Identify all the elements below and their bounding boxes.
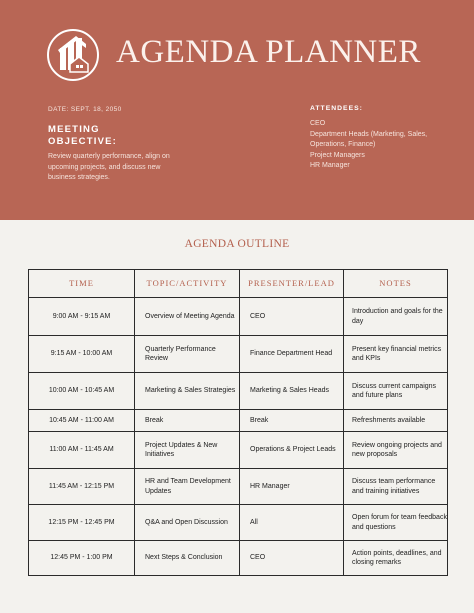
notes-cell: Action points, deadlines, and closing remarks (343, 541, 447, 575)
topic-cell: Project Updates & New Initiatives (134, 432, 239, 468)
presenter-cell: Break (239, 410, 343, 431)
time-cell: 11:45 AM - 12:15 PM (48, 482, 115, 490)
time-cell: 12:15 PM - 12:45 PM (48, 518, 115, 526)
time-cell: 10:00 AM - 10:45 AM (48, 387, 115, 395)
presenter-cell: HR Manager (239, 469, 343, 504)
topic-cell: Next Steps & Conclusion (134, 541, 239, 575)
objective-label: MEETING OBJECTIVE: (48, 124, 118, 147)
table-row (29, 409, 447, 431)
page-title: AGENDA PLANNER (116, 34, 421, 70)
attendees-label: ATTENDEES: (310, 105, 363, 112)
presenter-cell: Operations & Project Leads (239, 432, 343, 468)
attendee-item: Project Managers (310, 151, 365, 159)
time-cell: 9:00 AM - 9:15 AM (52, 312, 111, 320)
attendee-item: CEO (310, 120, 326, 127)
header-banner (0, 0, 474, 220)
time-cell: 11:00 AM - 11:45 AM (49, 446, 114, 454)
objective-text: Review quarterly performance, align on upcoming projects, and discuss new business strategies. (48, 153, 170, 181)
topic-cell: Overview of Meeting Agenda (134, 298, 239, 335)
time-cell: 10:45 AM - 11:00 AM (49, 416, 114, 424)
table-row (29, 540, 447, 575)
presenter-cell: Marketing & Sales Heads (239, 373, 343, 409)
column-header-notes: NOTES (343, 270, 447, 297)
time-cell: 9:15 AM - 10:00 AM (50, 350, 113, 358)
notes-cell: Open forum for team feedback and questions (343, 505, 447, 540)
topic-cell: Quarterly Performance Review (134, 336, 239, 372)
column-header-time: TIME (69, 277, 94, 288)
outline-title: AGENDA OUTLINE (184, 238, 290, 250)
table-row (29, 372, 447, 409)
topic-cell: Marketing & Sales Strategies (134, 373, 239, 409)
presenter-cell: CEO (239, 541, 343, 575)
notes-cell: Review ongoing projects and new proposals (343, 432, 447, 468)
presenter-cell: Finance Department Head (239, 336, 343, 372)
notes-cell: Present key financial metrics and KPIs (343, 336, 447, 372)
table-row (29, 335, 447, 372)
attendees-list (310, 119, 430, 172)
topic-cell: Break (134, 410, 239, 431)
building-logo-icon (46, 28, 100, 82)
notes-cell: Discuss team performance and training initiatives (343, 469, 447, 504)
table-row (29, 468, 447, 504)
topic-cell: HR and Team Development Updates (134, 469, 239, 504)
table-header-row (29, 270, 447, 297)
column-header-topic: TOPIC/ACTIVITY (134, 270, 239, 297)
presenter-cell: All (239, 505, 343, 540)
presenter-cell: CEO (239, 298, 343, 335)
attendee-item: HR Manager (310, 162, 350, 169)
topic-cell: Q&A and Open Discussion (134, 505, 239, 540)
column-header-presenter: PRESENTER/LEAD (239, 270, 343, 297)
table-row (29, 297, 447, 335)
notes-cell: Discuss current campaigns and future plans (343, 373, 447, 409)
table-row (29, 431, 447, 468)
notes-cell: Refreshments available (343, 410, 447, 431)
table-row (29, 504, 447, 540)
agenda-table (28, 269, 448, 576)
time-cell: 12:45 PM - 1:00 PM (50, 554, 113, 562)
meeting-date: DATE: SEPT. 18, 2050 (48, 106, 122, 113)
attendee-item: Department Heads (Marketing, Sales, Operations, Finance) (310, 130, 428, 148)
notes-cell: Introduction and goals for the day (343, 298, 447, 335)
